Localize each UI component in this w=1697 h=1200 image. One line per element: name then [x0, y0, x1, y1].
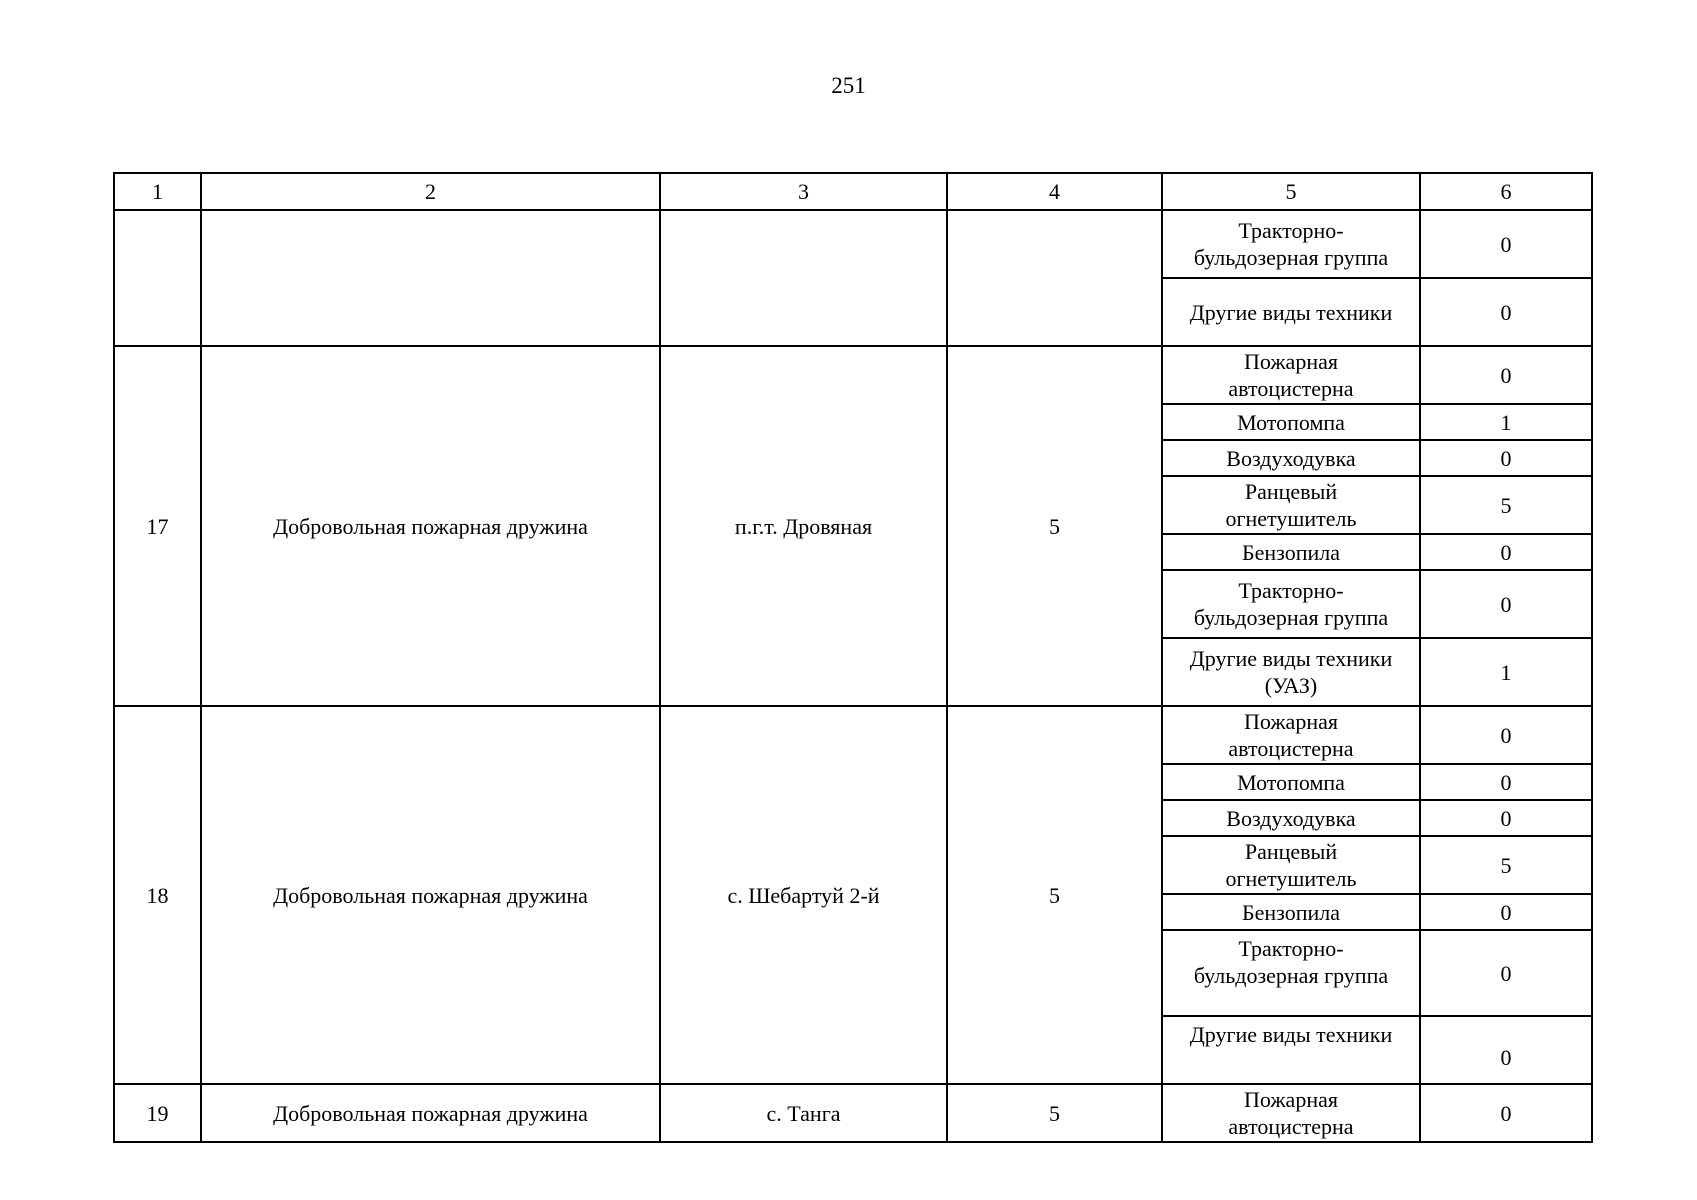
location-cell: с. Танга	[660, 1084, 947, 1142]
equipment-table	[113, 172, 1593, 1143]
equipment-cell: Другие виды техники (УАЗ)	[1162, 638, 1420, 706]
equipment-cell: Тракторно- бульдозерная группа	[1162, 570, 1420, 638]
table-row	[114, 706, 1592, 764]
header-cell-1: 1	[114, 173, 201, 210]
location-cell: п.г.т. Дровяная	[660, 346, 947, 706]
row-number-cell: 17	[114, 346, 201, 706]
organization-cell: Добровольная пожарная дружина	[201, 346, 660, 706]
organization-cell: Добровольная пожарная дружина	[201, 1084, 660, 1142]
count-cell: 0	[1420, 570, 1592, 638]
equipment-cell: Другие виды техники	[1162, 1016, 1420, 1084]
equipment-cell: Тракторно- бульдозерная группа	[1162, 930, 1420, 1016]
equipment-cell: Пожарная автоцистерна	[1162, 346, 1420, 404]
count-cell: 0	[1420, 764, 1592, 800]
continued-org-cell	[201, 210, 660, 346]
header-cell-6: 6	[1420, 173, 1592, 210]
count-cell: 0	[1420, 210, 1592, 278]
table-row	[114, 1084, 1592, 1142]
equipment-cell: Бензопила	[1162, 534, 1420, 570]
header-cell-4: 4	[947, 173, 1162, 210]
count-cell: 0	[1420, 930, 1592, 1016]
count-cell: 5	[1420, 476, 1592, 534]
equipment-cell: Бензопила	[1162, 894, 1420, 930]
count-cell: 1	[1420, 404, 1592, 440]
count-cell: 0	[1420, 706, 1592, 764]
count-cell: 0	[1420, 278, 1592, 346]
equipment-cell: Воздуходувка	[1162, 800, 1420, 836]
count-cell: 0	[1420, 534, 1592, 570]
equipment-cell: Пожарная автоцистерна	[1162, 1084, 1420, 1142]
people-count-cell: 5	[947, 1084, 1162, 1142]
header-cell-2: 2	[201, 173, 660, 210]
organization-cell: Добровольная пожарная дружина	[201, 706, 660, 1084]
table-row	[114, 210, 1592, 278]
table-row	[114, 346, 1592, 404]
row-number-cell: 19	[114, 1084, 201, 1142]
equipment-cell: Другие виды техники	[1162, 278, 1420, 346]
equipment-cell: Ранцевый огнетушитель	[1162, 476, 1420, 534]
equipment-cell: Пожарная автоцистерна	[1162, 706, 1420, 764]
equipment-cell: Тракторно- бульдозерная группа	[1162, 210, 1420, 278]
people-count-cell: 5	[947, 706, 1162, 1084]
continued-num-cell	[114, 210, 201, 346]
count-cell: 0	[1420, 1084, 1592, 1142]
equipment-cell: Мотопомпа	[1162, 404, 1420, 440]
count-cell: 0	[1420, 346, 1592, 404]
count-cell: 0	[1420, 800, 1592, 836]
count-cell: 0	[1420, 440, 1592, 476]
header-cell-3: 3	[660, 173, 947, 210]
continued-people-cell	[947, 210, 1162, 346]
page-number: 251	[831, 73, 866, 98]
equipment-cell: Ранцевый огнетушитель	[1162, 836, 1420, 894]
equipment-cell: Мотопомпа	[1162, 764, 1420, 800]
count-cell: 0	[1420, 894, 1592, 930]
header-cell-5: 5	[1162, 173, 1420, 210]
row-number-cell: 18	[114, 706, 201, 1084]
location-cell: с. Шебартуй 2-й	[660, 706, 947, 1084]
count-cell: 5	[1420, 836, 1592, 894]
continued-place-cell	[660, 210, 947, 346]
equipment-cell: Воздуходувка	[1162, 440, 1420, 476]
count-cell: 0	[1420, 1016, 1592, 1084]
count-cell: 1	[1420, 638, 1592, 706]
people-count-cell: 5	[947, 346, 1162, 706]
header-row	[114, 173, 1592, 210]
